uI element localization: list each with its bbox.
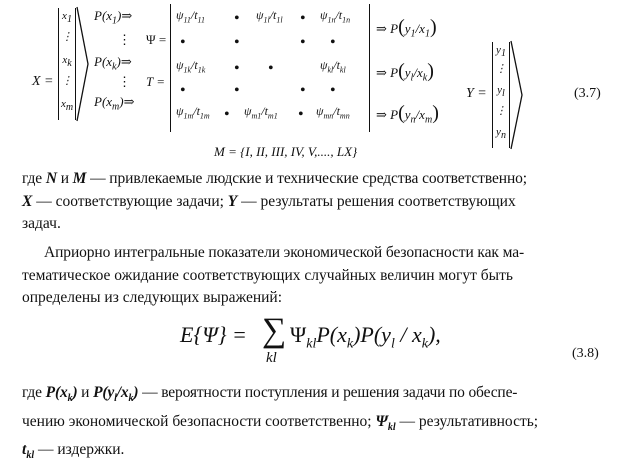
x-vector	[58, 8, 76, 120]
x-vector-dots: ⋮	[61, 31, 73, 43]
matrix-dot: •	[300, 10, 306, 27]
x-lhs: X =	[32, 74, 54, 89]
matrix-dot: •	[234, 10, 240, 27]
prob-xk: $P(x_k)\Rightarrow$	[94, 54, 132, 73]
matrix-dot: •	[224, 106, 230, 123]
para1-line3: задач.	[22, 215, 61, 232]
paragraph-definitions	[22, 168, 614, 236]
psi-lhs: Ψ =	[146, 32, 167, 47]
matrix-cell: $\psi_{1m}/t_{1m}$	[176, 104, 210, 121]
matrix-cell: $\psi_{1n}/t_{1n}$	[320, 8, 351, 25]
m-set: M = {I, II, III, IV, V,...., LX}	[214, 144, 358, 159]
matrix-dot: •	[180, 34, 186, 51]
prob-dots: ⋮	[118, 74, 131, 89]
matrix-cell: $\psi_{kl}/t_{kl}$	[320, 58, 346, 75]
equation-number-3-7: (3.7)	[574, 86, 601, 101]
matrix-dot: •	[268, 60, 274, 77]
expectation-lhs: E{Ψ} =	[180, 322, 247, 347]
matrix-cell: $\psi_{1l}/t_{1l}$	[256, 8, 283, 25]
matrix-dot: •	[234, 82, 240, 99]
sum-subscript: kl	[266, 350, 277, 366]
y-vector-dots: ⋮	[495, 105, 507, 117]
matrix-cell: $\psi_{mn}/t_{mn}$	[316, 104, 350, 121]
para2-line3: определены из следующих выражений:	[22, 289, 283, 306]
x-angle-bracket	[76, 6, 90, 122]
para3-line3: $t_{kl}$ — издержки.	[22, 441, 125, 462]
cond-prob: ⇒ $P(y_l/x_k)$	[376, 60, 434, 84]
y-vector-item: $y_n$	[496, 126, 506, 142]
matrix-cell: $\psi_{11}/t_{11}$	[176, 8, 205, 25]
matrix-dot: •	[298, 106, 304, 123]
matrix-cell: $\psi_{1k}/t_{1k}$	[176, 58, 206, 75]
x-vector-item: $x_m$	[60, 98, 74, 114]
matrix-dot: •	[234, 60, 240, 77]
para3-line1: где $P(x_k)$ и $P(y_l/x_k)$ — вероятности поступления и решения задачи по обеспе-	[22, 384, 518, 405]
x-vector-item: $x_k$	[62, 54, 72, 70]
para2-line1: Априорно интегральные показатели экономической безопасности как ма-	[44, 244, 525, 261]
cond-prob: ⇒ $P(y_n/x_m)$	[376, 102, 439, 126]
expectation-rhs: $\Psi_{kl}P(x_k)P(y_l / x_k)$,	[290, 322, 441, 352]
matrix-dot: •	[330, 34, 336, 51]
cond-prob: ⇒ $P(y_1/x_1)$	[376, 16, 437, 40]
matrix-dot: •	[300, 82, 306, 99]
x-vector-item: $x_1$	[62, 10, 72, 26]
paragraph-probabilities	[22, 382, 614, 468]
para2-line2: тематическое ожидание соответствующих случайных величин могут быть	[22, 266, 513, 284]
para1-line2: X — соответствующие задачи; Y — результаты решения соответствующих	[22, 192, 516, 210]
prob-xm: $P(x_m)\Rightarrow$	[94, 94, 135, 113]
equation-number-3-8: (3.8)	[572, 346, 599, 361]
y-lhs: Y =	[466, 86, 487, 101]
matrix-dot: •	[330, 82, 336, 99]
matrix-dot: •	[180, 82, 186, 99]
prob-x1: $P(x_1)\Rightarrow$	[94, 8, 133, 27]
y-vector-item: $y_1$	[496, 44, 506, 60]
matrix-dot: •	[234, 34, 240, 51]
y-angle-bracket	[510, 40, 524, 150]
y-vector-dots: ⋮	[495, 63, 507, 75]
para1-line1: где N и M — привлекаемые людские и технические средства соответственно;	[22, 170, 528, 187]
para3-line2: чению экономической безопасности соответственно; $\Psi_{kl}$ — результативность;	[22, 412, 539, 433]
matrix-cell: $\psi_{m1}/t_{m1}$	[244, 104, 278, 121]
sum-symbol: ∑	[262, 312, 287, 349]
x-vector-dots: ⋮	[61, 75, 73, 87]
matrix-dot: •	[300, 34, 306, 51]
paragraph-a-priori	[22, 242, 614, 310]
prob-dots: ⋮	[118, 32, 131, 47]
y-vector-item: $y_l$	[497, 84, 505, 100]
y-vector	[492, 42, 510, 148]
t-lhs: T =	[146, 74, 166, 89]
